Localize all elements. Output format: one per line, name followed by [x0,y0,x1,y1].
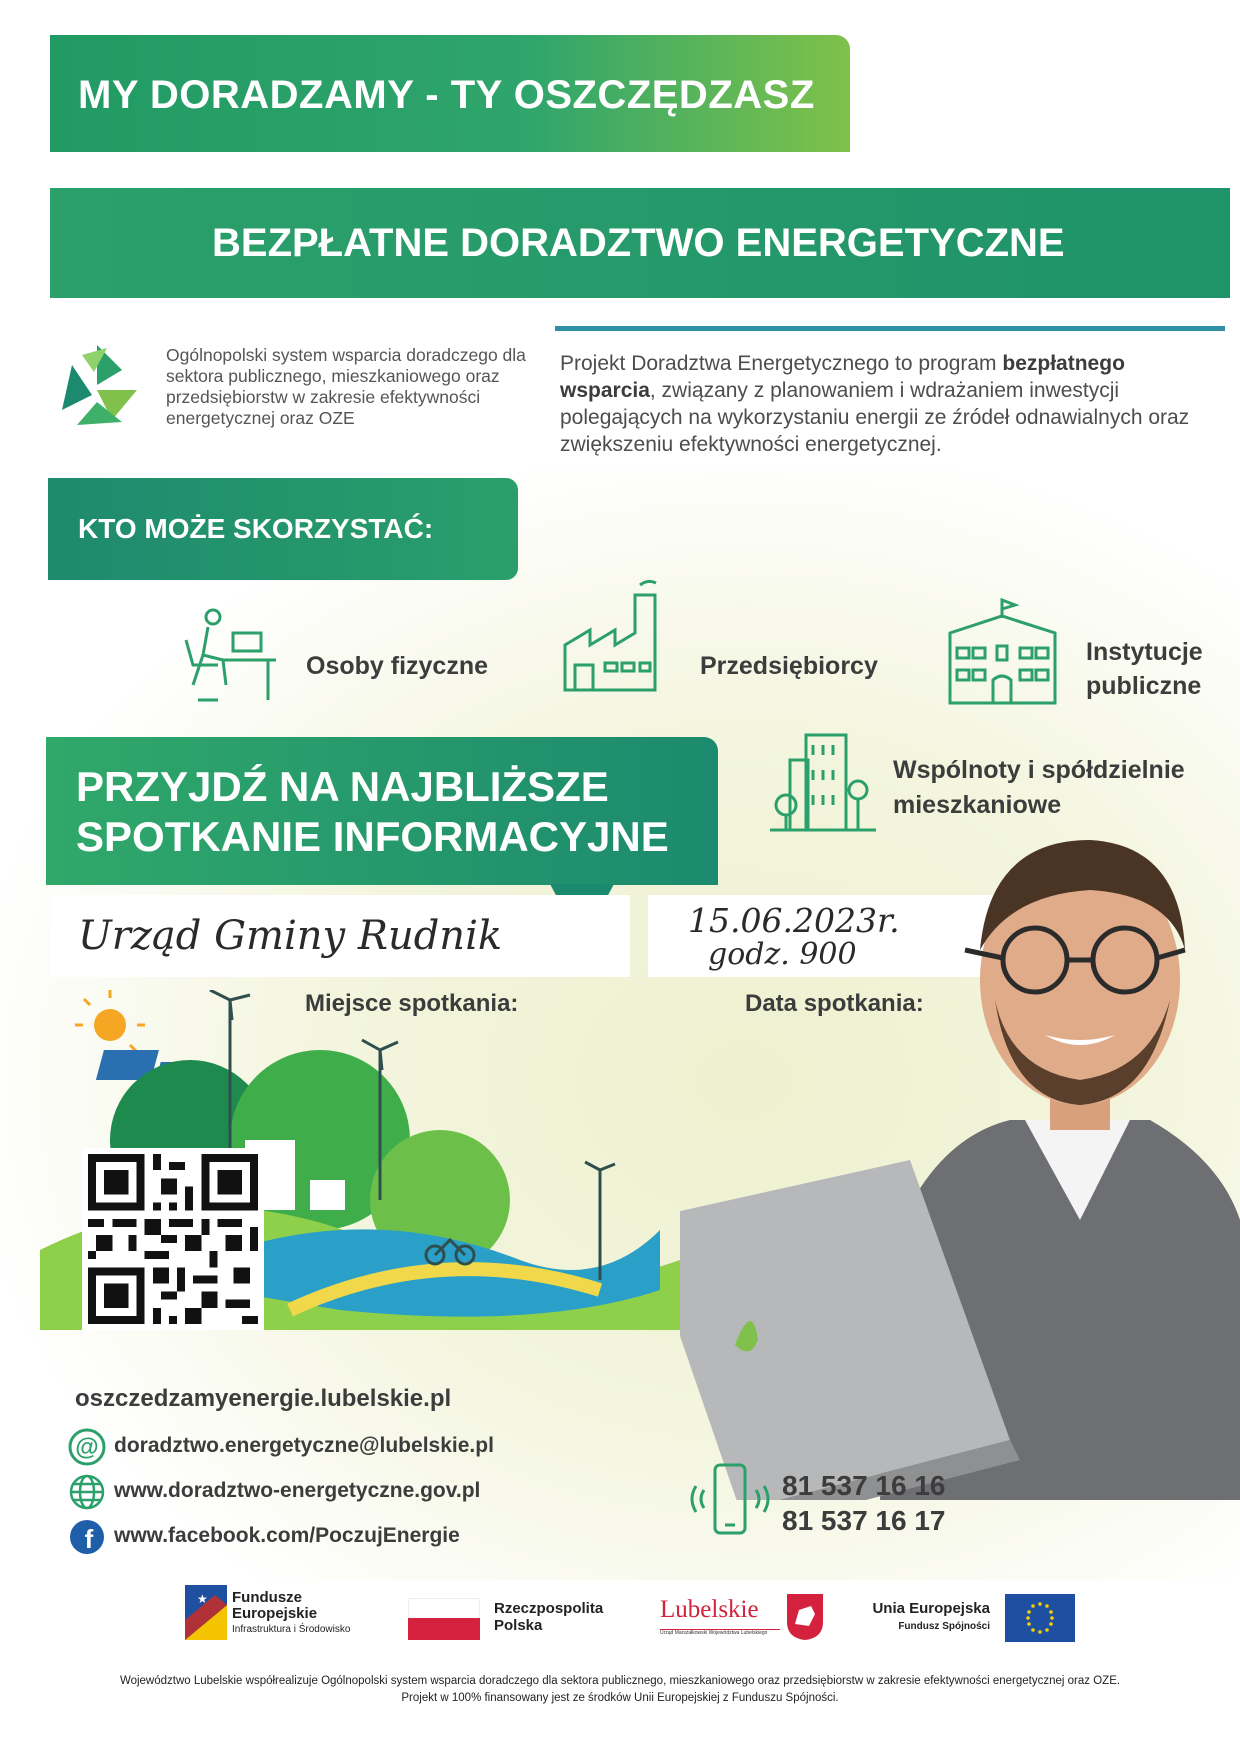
headline: MY DORADZAMY - TY OSZCZĘDZASZ [78,73,815,117]
footer-line2: Projekt w 100% finansowany jest ze środków Unii Europejskiej z Funduszu Spójności. [401,1692,839,1704]
polish-flag-red [408,1618,480,1640]
european-funds-logo [232,1590,350,1638]
fe-line2: Europejskie [232,1605,318,1622]
footer-line1: Województwo Lubelskie współrealizuje Ogólnopolski system wsparcia doradczego dla sektora publicznego, mieszkaniowego oraz przedsiębiorstw w zakresie efektywności energetycznej oraz OZE. [119,1675,1121,1687]
eu-line2: Fundusz Spójności [898,1621,990,1632]
intro-right-text [560,350,1220,458]
category-institutions [1086,635,1203,703]
factory-icon [560,575,670,695]
intro-text-bold: bezpłatnego wsparcia [560,352,1125,402]
divider-line [555,326,1225,331]
lubelskie-logo-text: Lubelskie [660,1596,759,1623]
headline-banner [50,35,850,152]
advisor-photo [680,800,1240,1500]
rp-line1: Rzeczpospolita [494,1600,604,1617]
category-individuals: Osoby fizyczne [306,652,488,680]
category-institutions-line1: Instytucje [1086,638,1203,666]
subheadline-banner [50,188,1230,298]
email-link[interactable]: doradztwo.energetyczne@lubelskie.pl [114,1434,494,1457]
person-at-desk-icon [178,605,278,705]
intro-text-part1: Projekt Doradztwa Energetycznego to program [560,352,1003,375]
svg-text:★: ★ [197,1592,208,1606]
fe-line3: Infrastruktura i Środowisko [232,1624,351,1635]
facebook-icon [68,1518,106,1556]
phone-number-2[interactable]: 81 537 16 17 [782,1505,946,1536]
qr-code[interactable] [82,1148,264,1330]
category-entrepreneurs: Przedsiębiorcy [700,652,878,680]
date-handwritten-line2: godz. 900 [708,937,857,972]
intro-text-part2: , związany z planowaniem i wdrażaniem inwestycji polegających na wykorzystaniu energii ze źródeł odnawialnych oraz zwiększeniu efektywności energetycznej. [560,379,1190,456]
category-housing-line1: Wspólnoty i spółdzielnie [893,756,1185,784]
subheadline: BEZPŁATNE DORADZTWO ENERGETYCZNE [212,221,1065,265]
phone-number-1[interactable]: 81 537 16 16 [782,1470,946,1501]
place-field [50,895,630,977]
date-label: Data spotkania: [745,990,924,1017]
meeting-banner [46,737,718,885]
svg-text:f: f [84,1524,94,1554]
lubelskie-logo-subtitle: Urząd Marszałkowski Województwa Lubelskiego [660,1629,780,1636]
gov-website-link[interactable]: www.doradztwo-energetyczne.gov.pl [114,1479,481,1502]
meeting-title-line2: SPOTKANIE INFORMACYJNE [76,813,669,860]
category-housing-line2: mieszkaniowe [893,791,1062,819]
at-sign-icon [68,1428,106,1466]
who-banner [48,478,518,580]
public-building-icon [945,598,1060,708]
date-handwritten-line1: 15.06.2023r. [688,901,900,940]
lubelskie-coat-of-arms-icon [785,1592,825,1642]
european-funds-logo-icon [185,1585,227,1640]
place-label: Miejsce spotkania: [305,990,519,1017]
eu-flag-icon [1005,1594,1075,1642]
program-logo-icon [52,340,142,430]
svg-text:@: @ [75,1434,99,1461]
website-link[interactable]: oszczedzamyenergie.lubelskie.pl [75,1385,452,1412]
facebook-link[interactable]: www.facebook.com/PoczujEnergie [114,1524,460,1547]
polish-flag-white [408,1598,480,1620]
meeting-title-line1: PRZYJDŹ NA NAJBLIŻSZE [76,763,609,810]
globe-icon [68,1473,106,1511]
place-handwritten: Urząd Gminy Rudnik [78,913,503,959]
eu-line1: Unia Europejska [872,1600,990,1617]
category-institutions-line2: publiczne [1086,672,1202,700]
rp-line2: Polska [494,1617,543,1634]
poland-logo [494,1600,603,1634]
eu-logo [866,1600,990,1636]
phone-icon [690,1462,770,1537]
intro-left-text: Ogólnopolski system wsparcia doradczego dla sektora publicznego, mieszkaniowego oraz przedsiębiorstw w zakresie efektywności energetycznej oraz OZE [166,345,526,428]
fe-line1: Fundusze [232,1589,302,1606]
who-title: KTO MOŻE SKORZYSTAĆ: [78,513,434,544]
